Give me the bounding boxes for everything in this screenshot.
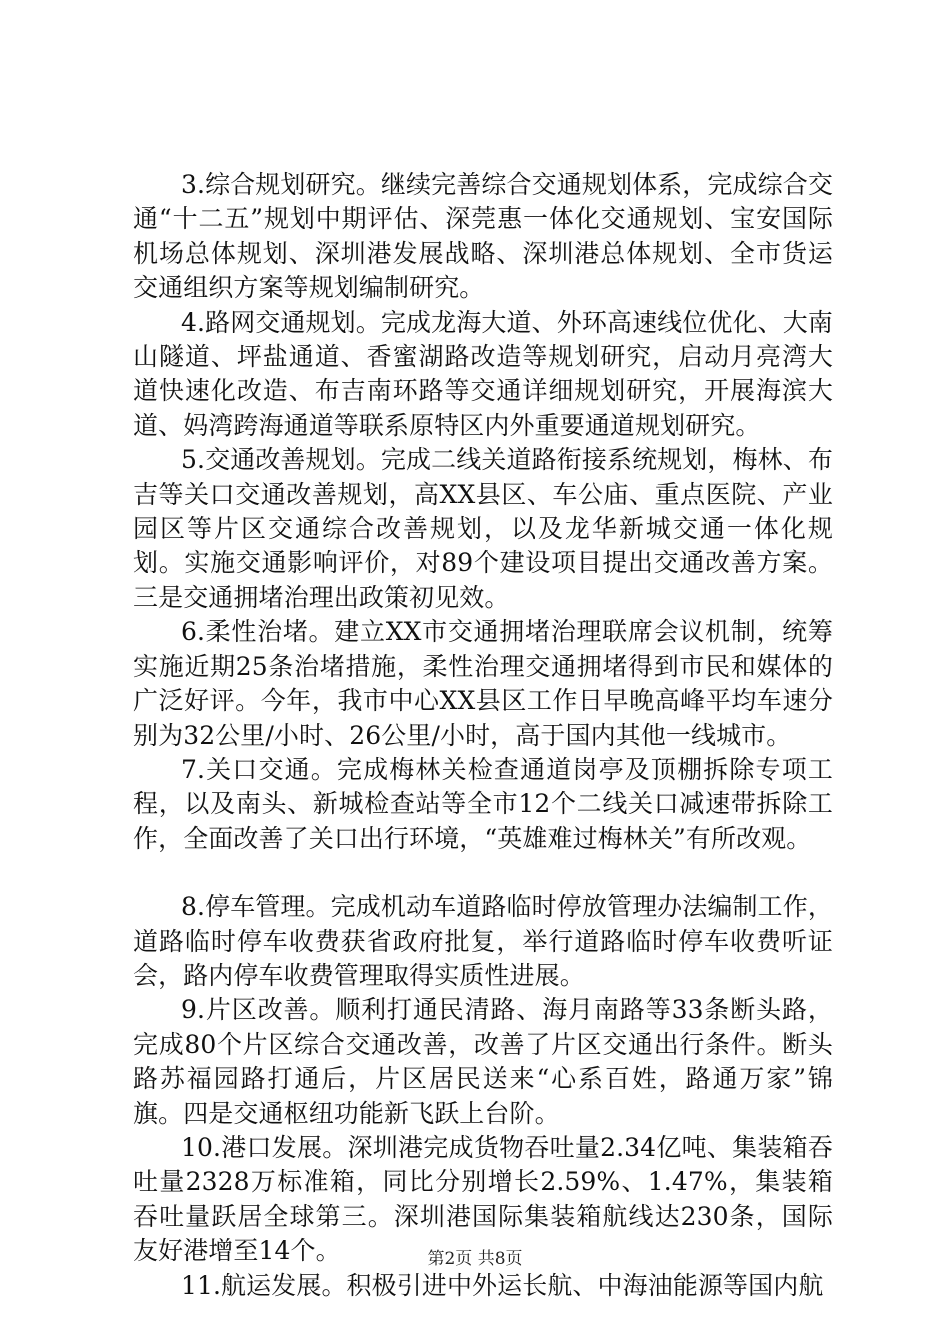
page-number-footer: 第2页 共8页 [427, 1249, 523, 1269]
paragraph-area-improvement: 9.片区改善。顺利打通民清路、海月南路等33条断头路，完成80个片区综合交通改善，改善了片区交通出行条件。断头路苏福园路打通后，片区居民送来“心系百姓，路通万家”锦旗。四是交通枢纽功能新飞跃上台阶。 [133, 995, 833, 1128]
paragraph-road-network-planning: 4.路网交通规划。完成龙海大道、外环高速线位优化、大南山隧道、坪盐通道、香蜜湖路改造等规划研究，启动月亮湾大道快速化改造、布吉南环路等交通详细规划研究，开展海滨大道、妈湾跨海通道等联系原特区内外重要通道规划研究。 [133, 307, 833, 440]
paragraph-traffic-improvement-planning: 5.交通改善规划。完成二线关道路衔接系统规划，梅林、布吉等关口交通改善规划，高XX县区、车公庙、重点医院、产业园区等片区交通综合改善规划，以及龙华新城交通一体化规划。实施交通影响评价，对89个建设项目提出交通改善方案。三是交通拥堵治理出政策初见效。 [133, 445, 833, 612]
paragraph-checkpoint-traffic: 7.关口交通。完成梅林关检查通道岗亭及顶棚拆除专项工程，以及南头、新城检查站等全市12个二线关口减速带拆除工作，全面改善了关口出行环境，“英雄难过梅林关”有所改观。 [133, 754, 833, 853]
paragraph-comprehensive-planning: 3.综合规划研究。继续完善综合交通规划体系，完成综合交通“十二五”规划中期评估、深莞惠一体化交通规划、宝安国际机场总体规划、深圳港发展战略、深圳港总体规划、全市货运交通组织方案等规划编制研究。 [133, 170, 833, 303]
paragraph-parking-management: 8.停车管理。完成机动车道路临时停放管理办法编制工作，道路临时停车收费获省政府批复，举行道路临时停车收费听证会，路内停车收费管理取得实质性进展。 [133, 892, 833, 990]
document-body [133, 168, 833, 1303]
paragraph-shipping-development: 11.航运发展。积极引进中外运长航、中海油能源等国内航 [181, 1270, 824, 1300]
paragraph-port-development: 10.港口发展。深圳港完成货物吞吐量2.34亿吨、集装箱吞吐量2328万标准箱，同比分别增长2.59%、1.47%，集装箱吞吐量跃居全球第三。深圳港国际集装箱航线达230条，国际友好港增至14个。 [133, 1132, 833, 1266]
paragraph-congestion-management: 6.柔性治堵。建立XX市交通拥堵治理联席会议机制，统筹实施近期25条治堵措施，柔性治理交通拥堵得到市民和媒体的广泛好评。今年，我市中心XX县区工作日早晚高峰平均车速分别为32公里/小时、26公里/小时，高于国内其他一线城市。 [133, 617, 833, 750]
